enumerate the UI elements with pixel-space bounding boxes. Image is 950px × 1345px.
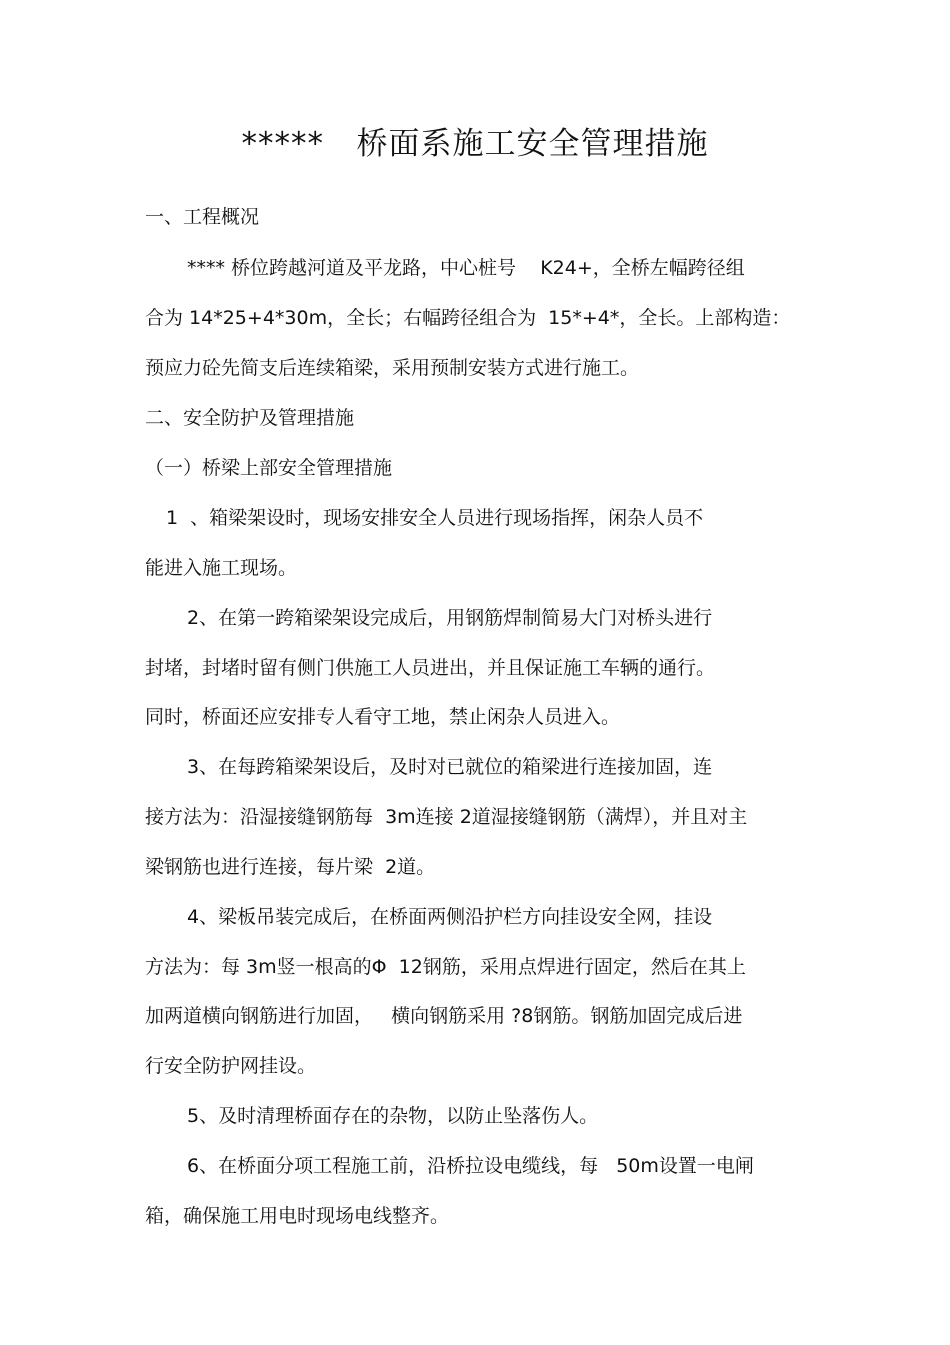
paragraph-line: 同时，桥面还应安排专人看守工地，禁止闲杂人员进入。: [145, 706, 621, 728]
paragraph-line: 能进入施工现场。: [145, 557, 298, 579]
section-heading-2: 二、安全防护及管理措施: [145, 407, 355, 429]
paragraph-line: 箱，确保施工用电时现场电线整齐。: [145, 1205, 450, 1227]
paragraph-line: 加两道横向钢筋进行加固， 横向钢筋采用 ?8钢筋。钢筋加固完成后进: [145, 1005, 743, 1027]
document-title: ***** 桥面系施工安全管理措施: [241, 126, 709, 162]
paragraph-line: 6、在桥面分项工程施工前，沿桥拉设电缆线，每 50m设置一电闸: [187, 1155, 754, 1177]
section-heading-1: 一、工程概况: [145, 206, 260, 228]
paragraph-line: 接方法为：沿湿接缝钢筋每 3m连接 2道湿接缝钢筋（满焊），并且对主: [145, 806, 748, 828]
paragraph-line: 3、在每跨箱梁架设后，及时对已就位的箱梁进行连接加固，连: [187, 756, 713, 778]
paragraph-line: 2、在第一跨箱梁架设完成后，用钢筋焊制简易大门对桥头进行: [187, 607, 713, 629]
paragraph-line: 封堵，封堵时留有侧门供施工人员进出，并且保证施工车辆的通行。: [145, 657, 716, 679]
paragraph-line: 预应力砼先简支后连续箱梁，采用预制安装方式进行施工。: [145, 357, 640, 379]
paragraph-line: 1 、箱梁架设时，现场安排安全人员进行现场指挥，闲杂人员不: [166, 507, 704, 529]
paragraph-line: **** 桥位跨越河道及平龙路，中心桩号 K24+，全桥左幅跨径组: [187, 257, 745, 279]
paragraph-line: 5、及时清理桥面存在的杂物，以防止坠落伤人。: [187, 1105, 599, 1127]
paragraph-line: 行安全防护网挂设。: [145, 1055, 317, 1077]
paragraph-line: 方法为：每 3m竖一根高的Φ 12钢筋，采用点焊进行固定，然后在其上: [145, 956, 746, 978]
paragraph-line: 梁钢筋也进行连接，每片梁 2道。: [145, 856, 436, 878]
subsection-heading: （一）桥梁上部安全管理措施: [145, 457, 393, 479]
paragraph-line: 4、梁板吊装完成后，在桥面两侧沿护栏方向挂设安全网，挂设: [187, 906, 713, 928]
paragraph-line: 合为 14*25+4*30m，全长；右幅跨径组合为 15*+4*，全长。上部构造：: [145, 307, 791, 329]
